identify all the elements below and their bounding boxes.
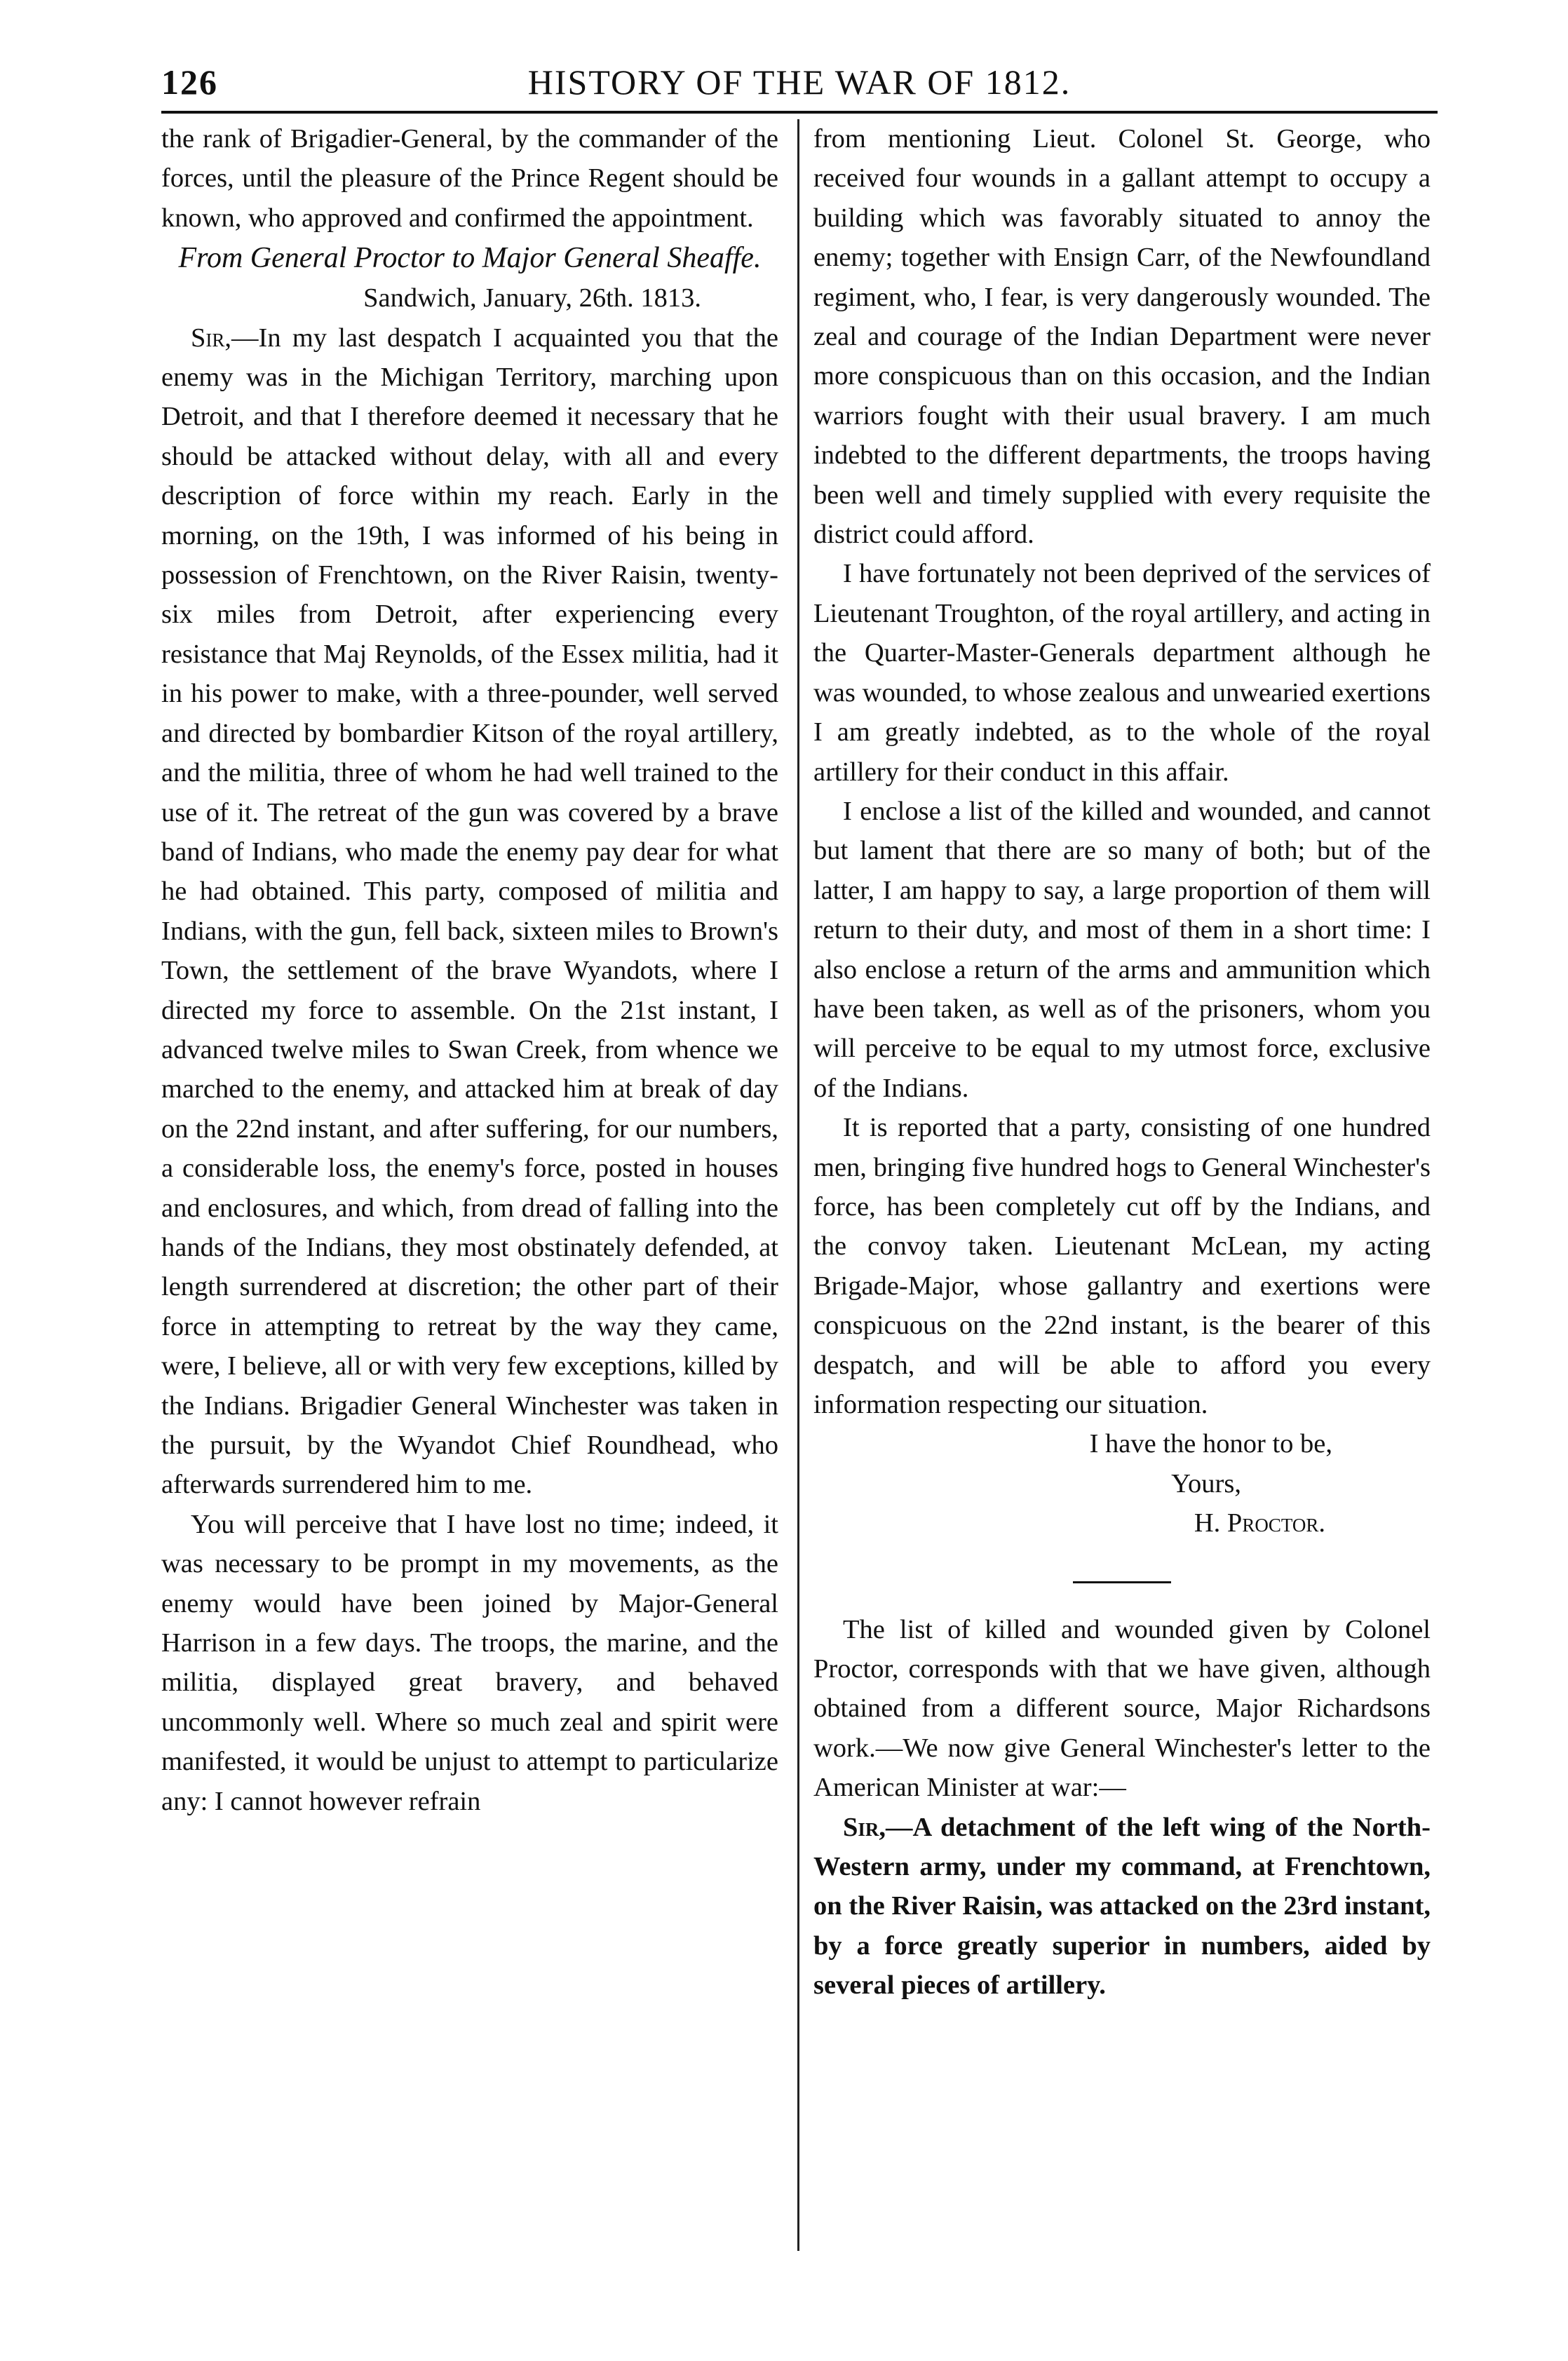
page-header [161,62,1438,111]
continued-paragraph: the rank of Brigadier-General, by the commander of the forces, until the pleasure of the Prince Regent should be known, who approved and confirmed the appointment. [161,124,778,233]
winchester-letter-text: —A detachment of the left wing of the North-Western army, under my command, at Frenchtown, on the River Raisin, was attacked on the 23rd instant, by a force greatly superior in numbers, aided by several pieces of artillery. [813,1812,1431,2001]
letter-paragraph-5: I enclose a list of the killed and wounded, and cannot but lament that there are so many of both; but of the latter, I am happy to say, a large proportion of them will return to their duty, and most of them in a short time: I also enclose a return of the arms and ammunition which have been taken, as well as of the prisoners, whom you will perceive to be equal to my utmost force, exclusive of the Indians. [813,796,1431,1103]
closing-yours: Yours, [1171,1468,1241,1499]
letter-paragraph-1-text: —In my last despatch I acquainted you that the enemy was in the Michigan Territory, marching upon Detroit, and that I therefore deemed it necessary that he should be attacked without delay, with all and every description of force within my reach. Early in the morning, on the 19th, I was informed of his being in possession of Frenchtown, on the River Raisin, twenty-six miles from Detroit, after experiencing every resistance that Maj Reynolds, of the Essex militia, had it in his power to make, with a three-pounder, well served and directed by bombardier Kitson of the royal artillery, and the militia, three of whom he had well trained to the use of it. The retreat of the gun was covered by a brave band of Indians, who made the enemy pay dear for what he had obtained. This party, composed of militia and Indians, with the gun, fell back, sixteen miles to Brown's Town, the settlement of the brave Wyandots, where I directed my force to assemble. On the 21st instant, I advanced twelve miles to Swan Creek, from whence we marched to the enemy, and attacked him at break of day on the 22nd instant, and after suffering, for our numbers, a considerable loss, the enemy's force, posted in houses and enclosures, and which, from dread of falling into the hands of the Indians, they most obstinately defended, at length surrendered at discretion; the other part of their force in attempting to retreat by the way they came, were, I believe, all or with very few exceptions, killed by the Indians. Brigadier General Winchester was taken in the pursuit, by the Wyandot Chief Roundhead, who afterwards surrendered him to me. [161,323,778,1500]
right-column [813,119,1431,2005]
letter-paragraph-3: from mentioning Lieut. Colonel St. George, who received four wounds in a gallant attempt to occupy a building which was favorably situated to annoy the enemy; together with Ensign Carr, of the Newfoundland regiment, who, I fear, is very dangerously wounded. The zeal and courage of the Indian Department were never more conspicuous than on this occasion, and the Indian warriors fought with their usual bravery. I am much indebted to the different departments, the troops having been well and timely supplied with every requisite the district could afford. [813,124,1431,550]
letter-paragraph-6: It is reported that a party, consisting of one hundred men, bringing five hundred hogs to General Winchester's force, has been completely cut off by the Indians, and the convoy taken. Lieutenant McLean, my acting Brigade-Major, whose gallantry and exertions were conspicuous on the 22nd instant, is the bearer of this despatch, and will be able to afford you every information respecting our situation. [813,1113,1431,1419]
winchester-salutation: Sir, [843,1812,886,1842]
closing-line: I have the honor to be, [1089,1429,1332,1459]
letter-paragraph-4: I have fortunately not been deprived of the services of Lieutenant Troughton, of the royal artillery, and acting in the Quarter-Master-Generals department although he was wounded, to whose zealous and unwearied exertions I am greatly indebted, as to the whole of the royal artillery for their conduct in this affair. [813,559,1431,787]
left-column [161,119,778,1821]
letter-dateline: Sandwich, January, 26th. 1813. [363,283,701,313]
commentary-paragraph: The list of killed and wounded given by Colonel Proctor, corresponds with that we have given, although obtained from a different source, Major Richardsons work.—We now give General Winchester's letter to the American Minister at war:— [813,1614,1431,1803]
letter-heading: From General Proctor to Major General Sheaffe. [178,242,762,275]
letter-paragraph-2: You will perceive that I have lost no time; indeed, it was necessary to be prompt in my movements, as the enemy would have been joined by Major-General Harrison in a few days. The troops, the marine, and the militia, displayed great bravery, and behaved uncommonly well. Where so much zeal and spirit were manifested, it would be unjust to attempt to particularize any: I cannot however refrain [161,1509,778,1816]
letter-paragraph-1 [161,318,778,1505]
winchester-letter [813,1808,1431,2005]
salutation: Sir, [191,323,232,353]
signature: H. Proctor. [1194,1508,1325,1538]
running-title: HISTORY OF THE WAR OF 1812. [527,62,1072,102]
column-divider [797,119,799,2251]
page-number: 126 [161,62,218,102]
section-separator [1073,1581,1171,1583]
header-rule [161,111,1438,114]
